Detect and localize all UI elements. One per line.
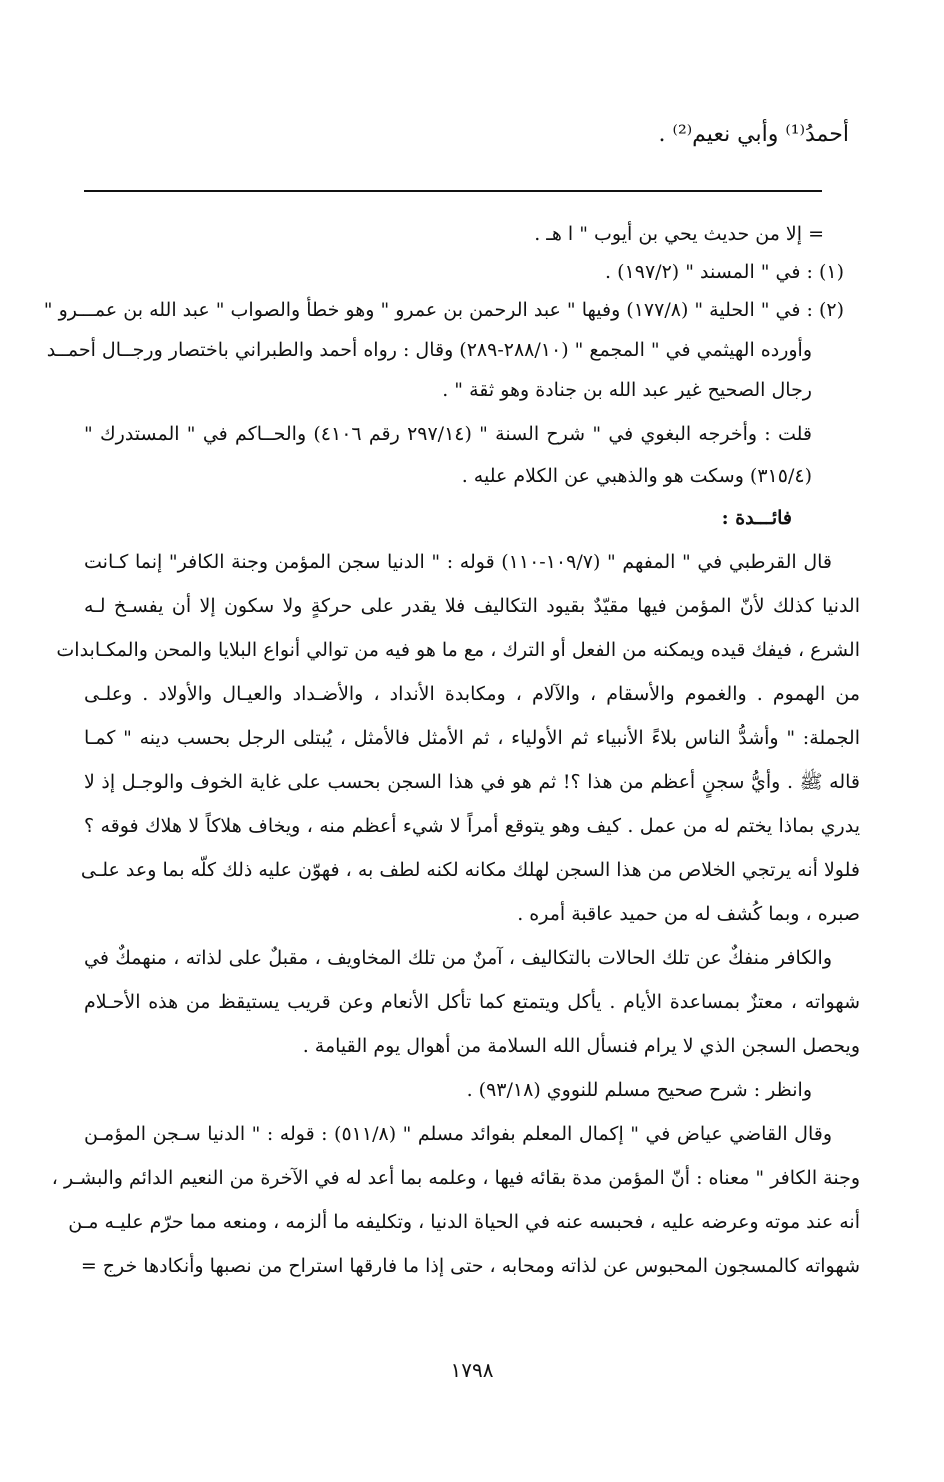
footnote-line: صبره ، وبما كُشف له من حميد عاقبة أمره . <box>517 903 860 925</box>
main-text-line: أحمدُ⁽¹⁾ وأبي نعيم⁽²⁾ . <box>658 122 849 147</box>
footnote-line: (١) : في " المسند " (١٩٧/٢) . <box>605 261 844 283</box>
footnote-line: الشرع ، فيفك قيده ويمكنه من الفعل أو الترك ، مع ما هو فيه من توالي أنواع البلايا والمحن والمكـابدات <box>56 639 860 661</box>
footnote-line: ويحصل السجن الذي لا يرام فنسأل الله السلامة من أهوال يوم القيامة . <box>302 1035 860 1057</box>
page-number: ١٧٩٨ <box>450 1358 494 1382</box>
footnote-line: قلت : وأخرجه البغوي في " شرح السنة " (٢٩٧/١٤ رقم ٤١٠٦) والحــاكم في " المستدرك " <box>84 423 812 445</box>
footnote-line: = إلا من حديث يحي بن أيوب " ا هـ . <box>534 223 824 245</box>
footnote-line: رجال الصحيح غير عبد الله بن جنادة وهو ثقة " . <box>442 379 812 401</box>
footnote-heading: فائـــدة : <box>721 507 792 529</box>
footnote-line: قال القرطبي في " المفهم " (١٠٩/٧-١١٠) قوله : " الدنيا سجن المؤمن وجنة الكافر" إنما كـانت <box>84 551 832 573</box>
footnote-separator <box>84 190 822 192</box>
footnote-line: وأورده الهيثمي في " المجمع " (٢٨٨/١٠-٢٨٩) وقال : رواه أحمد والطبراني باختصار ورجــال أحمــد <box>46 339 812 361</box>
footnote-line: من الهموم . والغموم والأسقام ، والآلام ، ومكابدة الأنداد ، والأضـداد والعيـال والأولاد . وعلـى <box>84 683 860 705</box>
footnote-line: وجنة الكافر " معناه : أنّ المؤمن مدة بقائه فيها ، وعلمه بما أعد له في الآخرة من النعيم الدائم والبشـر ، <box>51 1167 860 1189</box>
footnote-line: يدري بماذا يختم له من عمل . كيف وهو يتوقع أمراً لا شيء أعظم منه ، ويخاف هلاكاً لا هلاك فوقه ؟ <box>84 815 860 837</box>
footnote-line: وقال القاضي عياض في " إكمال المعلم بفوائد مسلم " (٥١١/٨) : قوله : " الدنيا سـجن المؤمـن <box>84 1123 832 1145</box>
footnote-line: والكافر منفكٌ عن تلك الحالات بالتكاليف ، آمنٌ من تلك المخاويف ، مقبلٌ على لذاته ، منهمكٌ في <box>84 947 832 969</box>
footnote-line: (٢) : في " الحلية " (١٧٧/٨) وفيها " عبد الرحمن بن عمرو " وهو خطأ والصواب " عبد الله بن عمـــرو " <box>43 299 844 321</box>
footnote-line: الجملة: " وأشدُّ الناس بلاءً الأنبياء ثم الأولياء ، ثم الأمثل فالأمثل ، يُبتلى الرجل بحسب دينه " كمـا <box>84 727 860 749</box>
footnote-line: شهواته كالمسجون المحبوس عن لذاته ومحابه ، حتى إذا ما فارقها استراح من نصبها وأنكادها خرج = <box>80 1255 860 1277</box>
footnote-line: وانظر : شرح صحيح مسلم للنووي (٩٣/١٨) . <box>466 1079 812 1101</box>
footnote-line: قاله ﷺ . وأيُّ سجنٍ أعظم من هذا ؟! ثم هو في هذا السجن بحسب على غاية الخوف والوجـل إذ لا <box>84 771 860 793</box>
footnote-line: أنه عند موته وعرضه عليه ، فحبسه عنه في الحياة الدنيا ، وتكليفه ما ألزمه ، ومنعه مما حرّم عليـه مـن <box>68 1211 860 1233</box>
footnote-line: (٣١٥/٤) وسكت هو والذهبي عن الكلام عليه . <box>461 465 812 487</box>
footnote-line: شهواته ، معتزٌ بمساعدة الأيام . يأكل ويتمتع كما تأكل الأنعام وعن قريب يستيقظ من هذه الأحـلام <box>84 991 860 1013</box>
footnote-line: الدنيا كذلك لأنّ المؤمن فيها مقيّدٌ بقيود التكاليف فلا يقدر على حركةٍ ولا سكون إلا أن يفسـخ لـه <box>84 595 860 617</box>
footnote-line: فلولا أنه يرتجي الخلاص من هذا السجن لهلك مكانه لكنه لطف به ، فهوّن عليه ذلك كلّه بما وعد علـى <box>80 859 860 881</box>
